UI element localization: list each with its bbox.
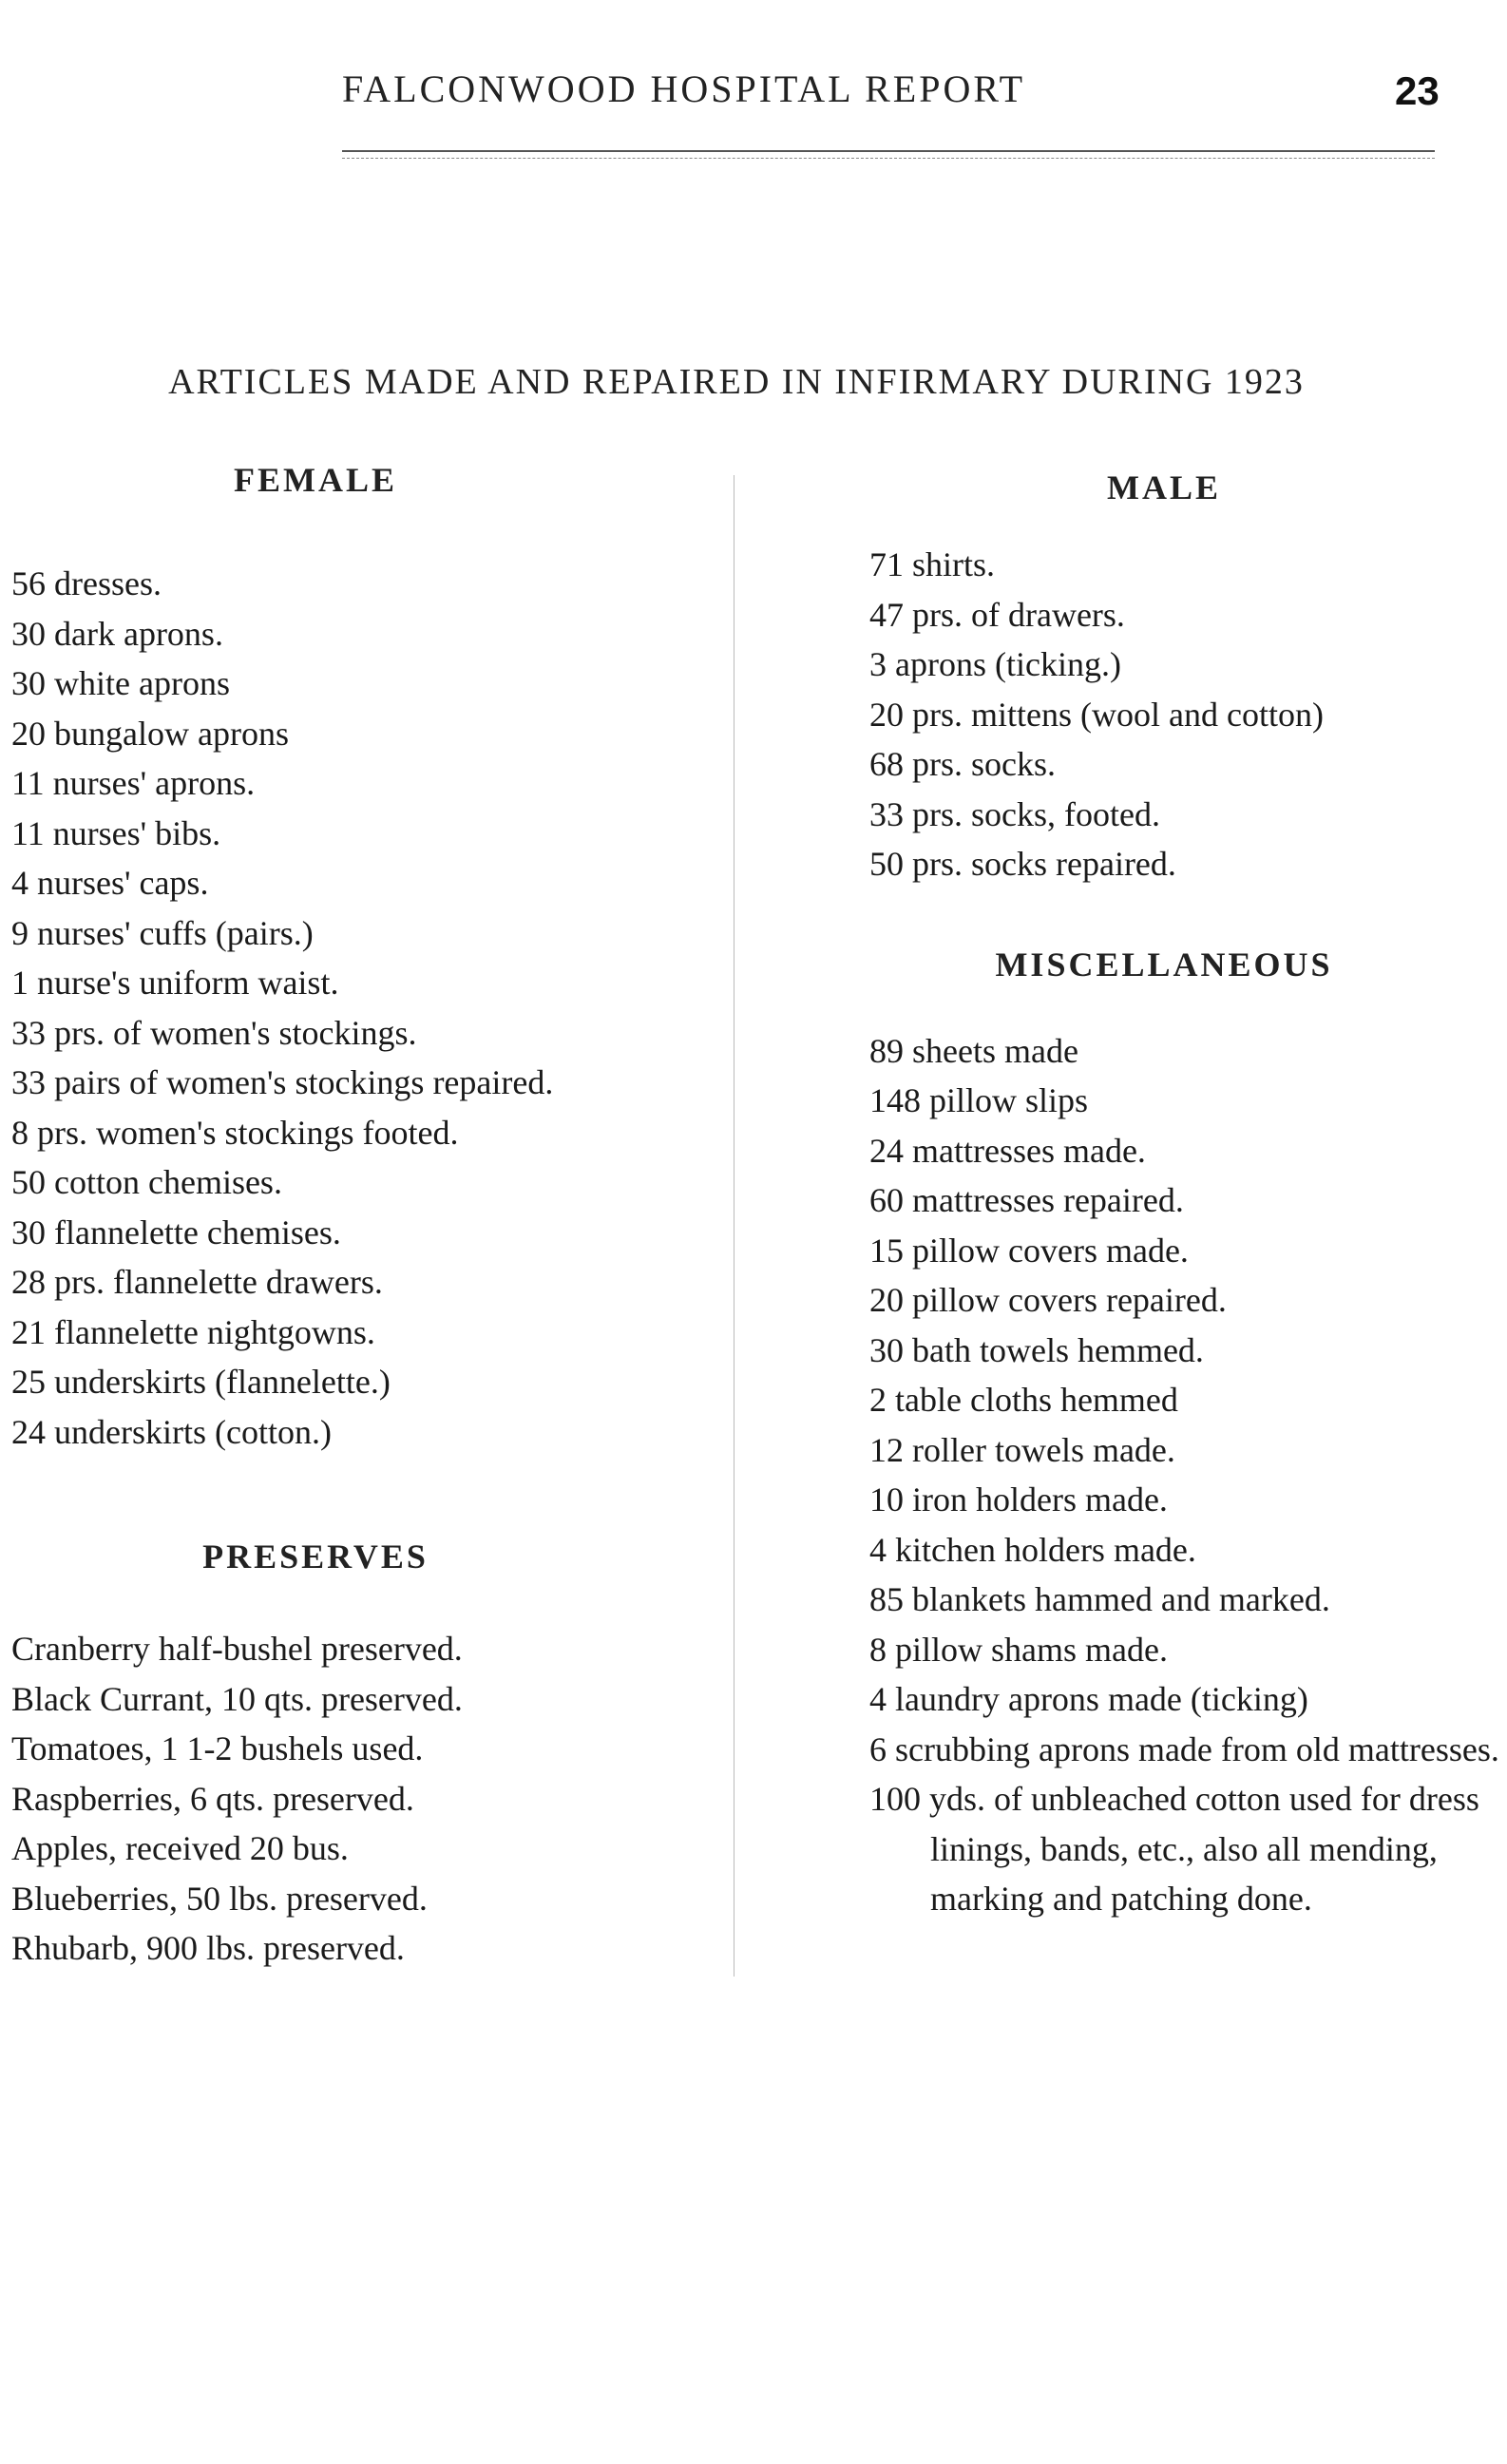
list-item: 10 iron holders made. — [869, 1480, 1168, 1519]
list-item: 28 prs. flannelette drawers. — [11, 1263, 383, 1301]
list-item: 20 prs. mittens (wool and cotton) — [869, 695, 1324, 734]
page-header — [0, 57, 1507, 133]
list-item: 9 nurses' cuffs (pairs.) — [11, 913, 314, 952]
list-item: 20 bungalow aprons — [11, 714, 289, 753]
report-section-title: ARTICLES MADE AND REPAIRED IN INFIRMARY DURING 1923 — [168, 362, 1305, 402]
preserves-heading: PRESERVES — [202, 1538, 429, 1576]
list-item: 2 table cloths hemmed — [869, 1381, 1178, 1419]
list-item: 30 white aprons — [11, 664, 230, 702]
list-item: Black Currant, 10 qts. preserved. — [11, 1679, 463, 1718]
list-item: 71 shirts. — [869, 545, 996, 583]
left-column — [11, 454, 620, 1974]
list-item: 24 mattresses made. — [869, 1131, 1146, 1170]
list-item: 4 laundry aprons made (ticking) — [869, 1680, 1308, 1718]
list-item: 25 underskirts (flannelette.) — [11, 1363, 391, 1401]
list-item: 47 prs. of drawers. — [869, 595, 1125, 634]
list-item: Apples, received 20 bus. — [11, 1829, 349, 1867]
list-item: 148 pillow slips — [869, 1081, 1089, 1119]
list-item: 68 prs. socks. — [869, 745, 1056, 783]
miscellaneous-heading: MISCELLANEOUS — [995, 945, 1333, 984]
list-item: 33 prs. of women's stockings. — [11, 1013, 417, 1052]
list-item: 89 sheets made — [869, 1031, 1078, 1070]
list-item: 20 pillow covers repaired. — [869, 1281, 1227, 1319]
list-item: 21 flannelette nightgowns. — [11, 1312, 375, 1351]
list-item: 50 cotton chemises. — [11, 1163, 282, 1201]
list-item: 33 prs. socks, footed. — [869, 794, 1160, 833]
list-item: Rhubarb, 900 lbs. preserved. — [11, 1929, 405, 1967]
list-item: Cranberry half-bushel preserved. — [11, 1630, 463, 1668]
list-item: 1 nurse's uniform waist. — [11, 964, 339, 1002]
male-heading: MALE — [1107, 468, 1221, 506]
list-item: 12 roller towels made. — [869, 1430, 1175, 1469]
list-item: 8 pillow shams made. — [869, 1630, 1168, 1669]
list-item: Blueberries, 50 lbs. preserved. — [11, 1879, 428, 1918]
running-title: FALCONWOOD HOSPITAL REPORT — [342, 67, 1026, 110]
list-item: 11 nurses' aprons. — [11, 764, 256, 802]
list-item: Raspberries, 6 qts. preserved. — [11, 1779, 414, 1818]
list-item: 8 prs. women's stockings footed. — [11, 1113, 459, 1152]
list-item: 15 pillow covers made. — [869, 1231, 1189, 1270]
right-column — [869, 454, 1499, 1924]
list-item: 4 nurses' caps. — [11, 864, 209, 902]
list-item: 100 yds. of unbleached cotton used for dress linings, bands, etc., also all mending, marking and patching done. — [869, 1780, 1479, 1918]
female-heading: FEMALE — [233, 461, 397, 499]
miscellaneous-list — [869, 1026, 1499, 1924]
preserves-list — [11, 1624, 620, 1974]
list-item: 50 prs. socks repaired. — [869, 845, 1176, 883]
list-item: 6 scrubbing aprons made from old mattresses. — [869, 1729, 1499, 1768]
list-item: Tomatoes, 1 1-2 bushels used. — [11, 1729, 424, 1767]
female-list — [11, 559, 620, 1457]
list-item: 30 flannelette chemises. — [11, 1213, 341, 1251]
header-rule-secondary — [342, 158, 1435, 159]
list-item: 30 dark aprons. — [11, 614, 223, 653]
list-item: 4 kitchen holders made. — [869, 1530, 1196, 1569]
list-item: 30 bath towels hemmed. — [869, 1330, 1204, 1369]
male-list — [869, 540, 1459, 889]
list-item: 33 pairs of women's stockings repaired. — [11, 1063, 554, 1101]
page-number: 23 — [1395, 68, 1440, 113]
list-item: 11 nurses' bibs. — [11, 813, 221, 852]
list-item: 24 underskirts (cotton.) — [11, 1412, 332, 1451]
header-rule — [342, 150, 1435, 152]
list-item: 85 blankets hammed and marked. — [869, 1580, 1330, 1618]
list-item: 60 mattresses repaired. — [869, 1181, 1184, 1219]
list-item: 56 dresses. — [11, 564, 162, 602]
list-item: 3 aprons (ticking.) — [869, 645, 1121, 683]
